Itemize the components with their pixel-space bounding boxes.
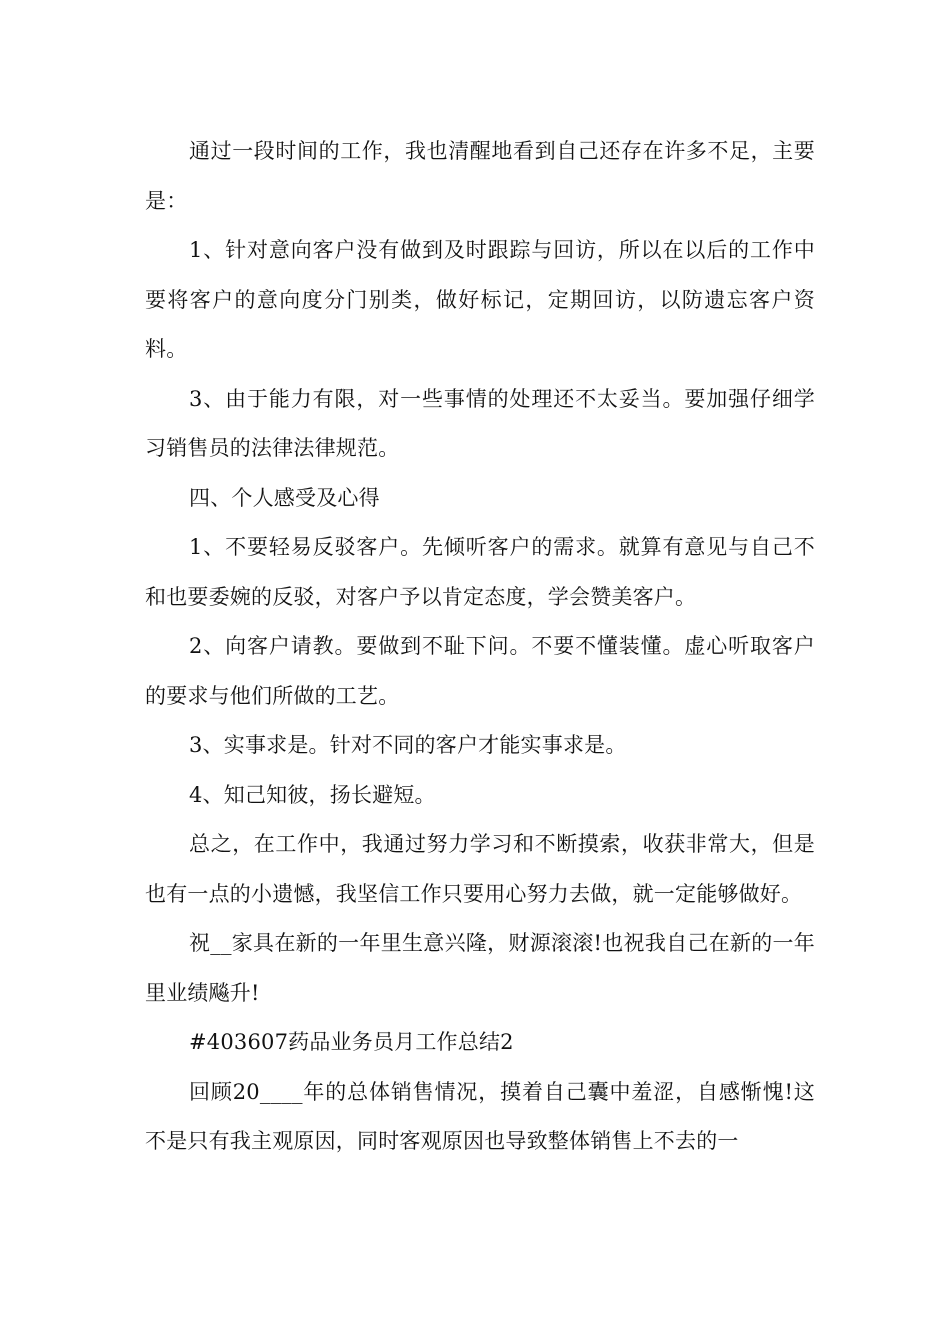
article-title-2: #403607药品业务员月工作总结2 xyxy=(189,1030,514,1054)
section-heading-feelings: 四、个人感受及心得 xyxy=(189,485,380,510)
paragraph-conclusion: 总之，在工作中，我通过努力学习和不断摸索，收获非常大，但是也有一点的小遗憾，我坚信工作只要用心努力去做，就一定能够做好。 xyxy=(145,832,815,906)
paragraph-tip-3: 3、实事求是。针对不同的客户才能实事求是。 xyxy=(189,733,627,757)
paragraph-review: 回顾20____年的总体销售情况，摸着自己囊中羞涩，自感惭愧!这不是只有我主观原因，同时客观原因也导致整体销售上不去的一 xyxy=(145,1079,815,1153)
paragraph-item-1-follow-up: 1、针对意向客户没有做到及时跟踪与回访，所以在以后的工作中要将客户的意向度分门别类，做好标记，定期回访，以防遗忘客户资料。 xyxy=(145,238,815,361)
document-body xyxy=(145,127,815,1167)
paragraph-tip-2: 2、向客户请教。要做到不耻下问。不要不懂装懂。虚心听取客户的要求与他们所做的工艺。 xyxy=(145,634,815,708)
paragraph-tip-4: 4、知己知彼，扬长避短。 xyxy=(189,782,436,807)
paragraph-item-3-ability: 3、由于能力有限，对一些事情的处理还不太妥当。要加强仔细学习销售员的法律法律规范。 xyxy=(145,386,815,460)
paragraph-wishes: 祝__家具在新的一年里生意兴隆，财源滚滚!也祝我自己在新的一年里业绩飚升! xyxy=(145,931,815,1005)
paragraph-tip-1: 1、不要轻易反驳客户。先倾听客户的需求。就算有意见与自己不和也要委婉的反驳，对客户予以肯定态度，学会赞美客户。 xyxy=(145,535,815,609)
paragraph-shortcomings-intro: 通过一段时间的工作，我也清醒地看到自己还存在许多不足，主要是： xyxy=(145,139,815,213)
